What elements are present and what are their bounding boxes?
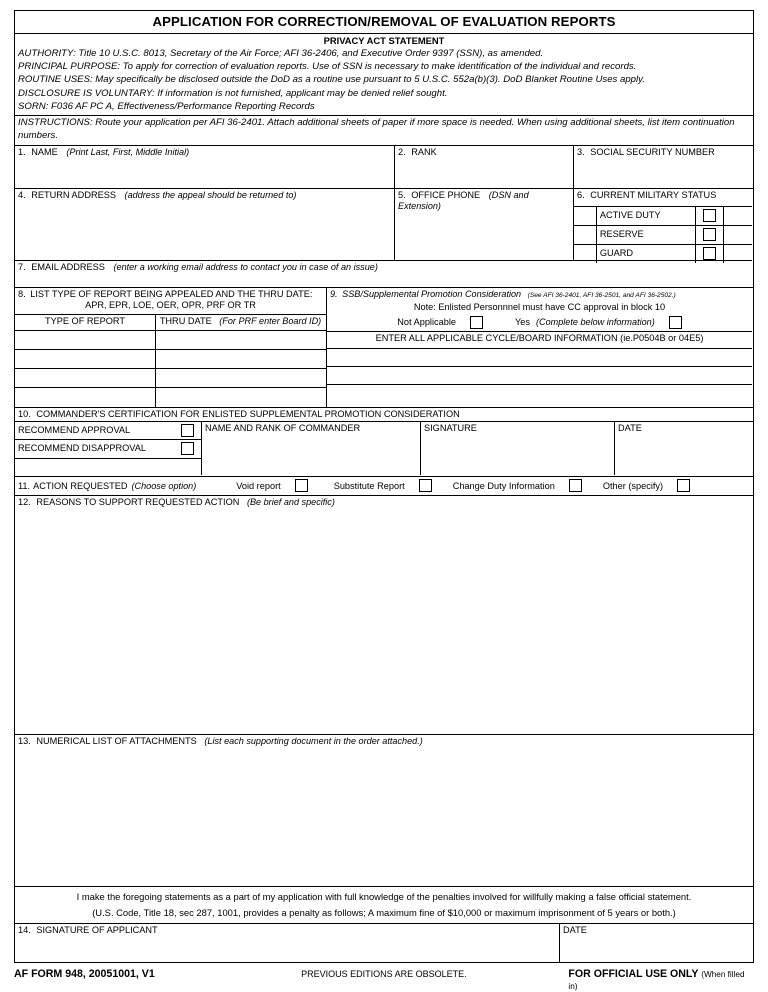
field-military-status-label: CURRENT MILITARY STATUS: [590, 189, 717, 200]
field-ssn[interactable]: [573, 146, 752, 188]
cell-type-of-report[interactable]: [15, 369, 155, 387]
checkbox-icon[interactable]: [181, 442, 194, 455]
field-return-address-label: RETURN ADDRESS: [31, 189, 116, 200]
section-8-header: [15, 288, 326, 314]
checkbox-icon[interactable]: [703, 228, 716, 241]
status-label: RESERVE: [596, 226, 695, 244]
section-8-label-line1: LIST TYPE OF REPORT BEING APPEALED AND THE THRU DATE:: [30, 288, 313, 299]
field-office-phone-number: 5.: [398, 189, 406, 200]
section-10-label: COMMANDER'S CERTIFICATION FOR ENLISTED SUPPLEMENTAL PROMOTION CONSIDERATION: [36, 408, 460, 419]
status-checkbox-reserve[interactable]: [695, 226, 723, 244]
section-12-label: REASONS TO SUPPORT REQUESTED ACTION: [36, 496, 240, 507]
table-row[interactable]: [15, 349, 326, 368]
table-row[interactable]: [15, 330, 326, 349]
form-title: APPLICATION FOR CORRECTION/REMOVAL OF EVALUATION REPORTS: [15, 11, 753, 34]
row-name-rank-ssn: [15, 146, 753, 188]
checkbox-yes[interactable]: [669, 316, 682, 329]
section-10-number: 10.: [18, 408, 31, 419]
certification-statement: [15, 886, 753, 923]
field-military-status: [573, 189, 752, 260]
section-8-number: 8.: [18, 288, 26, 299]
commander-signature-label: SIGNATURE: [424, 422, 477, 433]
cell-thru-date[interactable]: [155, 350, 325, 368]
section-11-number: 11.: [18, 480, 31, 491]
recommend-approval-checkbox[interactable]: [173, 422, 201, 439]
section-10-header: [15, 407, 753, 421]
field-return-address-number: 4.: [18, 189, 26, 200]
section-9-label: SSB/Supplemental Promotion Consideration: [342, 288, 522, 299]
privacy-line: AUTHORITY: Title 10 U.S.C. 8013, Secretary of the Air Force; AFI 36-2406, and Executive Order 9397 (SSN), as amended.: [18, 48, 544, 59]
field-name[interactable]: [15, 146, 394, 188]
status-indent: [574, 207, 596, 225]
section-12-hint: (Be brief and specific): [246, 496, 335, 507]
cycle-board-row[interactable]: [327, 366, 752, 384]
status-spacer: [723, 226, 752, 244]
commander-name-rank-field[interactable]: [201, 422, 420, 475]
field-office-phone[interactable]: [394, 189, 573, 260]
cycle-board-row[interactable]: [327, 384, 752, 403]
signature-date-label: DATE: [563, 925, 587, 936]
field-ssn-number: 3.: [577, 146, 585, 157]
field-return-address[interactable]: [15, 189, 394, 260]
field-name-label: NAME: [31, 146, 58, 157]
field-email-label: EMAIL ADDRESS: [31, 261, 105, 272]
section-9-number: 9.: [330, 288, 338, 299]
cell-thru-date[interactable]: [155, 331, 325, 349]
recommend-approval-label: RECOMMEND APPROVAL: [18, 424, 131, 435]
row-reports-ssb: [15, 287, 753, 407]
checkbox-icon[interactable]: [703, 247, 716, 260]
col-header-type-of-report: TYPE OF REPORT: [45, 315, 125, 326]
not-applicable-label: Not Applicable: [397, 317, 456, 328]
field-name-hint: (Print Last, First, Middle Initial): [66, 146, 190, 157]
cell-type-of-report[interactable]: [15, 388, 155, 407]
section-9-cycle-header: ENTER ALL APPLICABLE CYCLE/BOARD INFORMATION (ie.P0504B or 04E5): [327, 331, 752, 348]
section-12-number: 12.: [18, 496, 31, 507]
action-option-change-duty-label: Change Duty Information: [452, 480, 555, 491]
section-14-label: SIGNATURE OF APPLICANT: [36, 925, 158, 936]
table-row[interactable]: [15, 368, 326, 387]
status-checkbox-active-duty[interactable]: [695, 207, 723, 225]
status-spacer: [723, 207, 752, 225]
commander-signature-field[interactable]: [420, 422, 614, 475]
field-email-number: 7.: [18, 261, 26, 272]
action-option-substitute-label: Substitute Report: [333, 480, 405, 491]
yes-label: Yes: [514, 317, 530, 328]
section-8: [15, 288, 326, 407]
field-reasons-to-support[interactable]: [15, 495, 753, 734]
checkbox-icon[interactable]: [181, 424, 194, 437]
field-signature-date[interactable]: [559, 924, 752, 962]
col-header-thru-date-label: THRU DATE: [159, 315, 212, 326]
recommend-disapproval-row[interactable]: [15, 439, 201, 458]
checkbox-not-applicable[interactable]: [470, 316, 483, 329]
yes-hint: (Complete below information): [535, 317, 655, 328]
field-return-address-hint: (address the appeal should be returned to): [124, 189, 297, 200]
section-11-hint: (Choose option): [131, 480, 197, 491]
field-office-phone-label: OFFICE PHONE: [411, 189, 481, 200]
form-footer: [14, 968, 754, 992]
privacy-line: ROUTINE USES: May specifically be disclosed outside the DoD as a routine use pursuant to 5 U.S.C. 552a(b)(3). DoD Blanket Routine Uses apply.: [18, 74, 645, 86]
table-row[interactable]: [15, 387, 326, 407]
checkbox-void-report[interactable]: [295, 479, 308, 492]
field-email-hint: (enter a working email address to contact you in case of an issue): [113, 261, 378, 272]
status-option-reserve[interactable]: [574, 225, 752, 244]
section-13-number: 13.: [18, 735, 31, 746]
recommend-disapproval-label: RECOMMEND DISAPPROVAL: [18, 443, 146, 454]
privacy-line: PRINCIPAL PURPOSE: To apply for correction of evaluation reports. Use of SSN is necessary to make identification of the individual and records.: [18, 61, 637, 73]
field-email-address[interactable]: [15, 260, 752, 287]
recommendation-block: [15, 422, 201, 476]
field-military-status-number: 6.: [577, 189, 585, 200]
checkbox-other-specify[interactable]: [677, 479, 690, 492]
section-11-label: ACTION REQUESTED: [33, 480, 128, 491]
field-office-phone-hint: (DSN and Extension): [398, 189, 529, 212]
row-signature-date: [15, 923, 753, 962]
cell-thru-date[interactable]: [155, 369, 325, 387]
section-8-col-headers: [15, 314, 326, 330]
action-option-other-label: Other (specify): [602, 480, 664, 491]
footer-previous-editions: PREVIOUS EDITIONS ARE OBSOLETE.: [301, 969, 467, 980]
col-header-thru-date: [155, 315, 325, 330]
privacy-line: SORN: F036 AF PC A, Effectiveness/Performance Reporting Records: [18, 100, 315, 112]
field-ssn-label: SOCIAL SECURITY NUMBER: [590, 146, 715, 157]
checkbox-substitute-report[interactable]: [419, 479, 432, 492]
recommend-disapproval-checkbox[interactable]: [173, 440, 201, 458]
field-signature-of-applicant[interactable]: [15, 924, 559, 962]
row-address-phone-status: [15, 188, 753, 260]
commander-date-field[interactable]: [614, 422, 752, 475]
checkbox-icon[interactable]: [703, 209, 716, 222]
section-9-note: Note: Enlisted Personnnel must have CC approval in block 10: [413, 301, 666, 312]
footer-form-id: AF FORM 948, 20051001, V1: [14, 968, 155, 981]
commander-name-rank-label: NAME AND RANK OF COMMANDER: [205, 422, 361, 433]
action-option-void-label: Void report: [236, 480, 281, 491]
footer-fouo-sub: (When filled in): [568, 970, 745, 992]
privacy-line: DISCLOSURE IS VOLUNTARY: If information is not furnished, applicant may be denied relief sought.: [18, 87, 448, 99]
privacy-act-heading: PRIVACY ACT STATEMENT: [323, 35, 445, 46]
cell-type-of-report[interactable]: [15, 331, 155, 349]
section-9-applicability-options: [327, 314, 752, 331]
recommendation-spacer: [15, 458, 201, 476]
af-form-948: [14, 10, 754, 963]
section-9-header: [327, 288, 752, 301]
section-9-label-fine: (See AFI 36-2401, AFI 36-2501, and AFI 36-2502.): [527, 291, 676, 299]
section-13-label: NUMERICAL LIST OF ATTACHMENTS: [36, 735, 197, 746]
section-10-body: [15, 421, 753, 476]
commander-date-label: DATE: [618, 422, 642, 433]
certification-statement-line1: I make the foregoing statements as a part of my application with full knowledge of the penalties involved for willfully making a false official statement.: [76, 890, 692, 902]
cycle-board-row[interactable]: [327, 348, 752, 366]
col-header-thru-date-hint: (For PRF enter Board ID): [219, 315, 322, 326]
instructions-text: INSTRUCTIONS: Route your application per AFI 36-2401. Attach additional sheets of paper if more space is needed. When using additional sheets, list item continuation numbers.: [15, 115, 753, 146]
cell-type-of-report[interactable]: [15, 350, 155, 368]
cell-thru-date[interactable]: [155, 388, 325, 407]
section-8-label-line2: APR, EPR, LOE, OER, OPR, PRF OR TR: [85, 300, 256, 311]
footer-fouo: [568, 968, 754, 992]
field-rank-label: RANK: [411, 146, 437, 157]
field-rank[interactable]: [394, 146, 573, 188]
certification-statement-line2: (U.S. Code, Title 18, sec 287, 1001, provides a penalty as follows; A maximum fine of $10,000 or maximum imprisonment of 5 years or both.): [92, 907, 676, 919]
field-rank-number: 2.: [398, 146, 406, 157]
field-numerical-attachments[interactable]: [15, 734, 753, 886]
section-13-hint: (List each supporting document in the order attached.): [204, 735, 423, 746]
section-9: [326, 288, 752, 407]
status-label: ACTIVE DUTY: [596, 207, 695, 225]
status-indent: [574, 226, 596, 244]
field-name-number: 1.: [18, 146, 26, 157]
recommend-approval-row[interactable]: [15, 422, 201, 439]
checkbox-change-duty-information[interactable]: [569, 479, 582, 492]
section-14-number: 14.: [18, 925, 31, 936]
status-label: GUARD: [596, 245, 695, 263]
field-military-status-header: [574, 189, 752, 206]
section-11-action-requested: [15, 476, 753, 495]
privacy-act-block: [15, 34, 753, 115]
footer-fouo-main: FOR OFFICIAL USE ONLY: [568, 968, 699, 981]
status-option-active-duty[interactable]: [574, 206, 752, 225]
